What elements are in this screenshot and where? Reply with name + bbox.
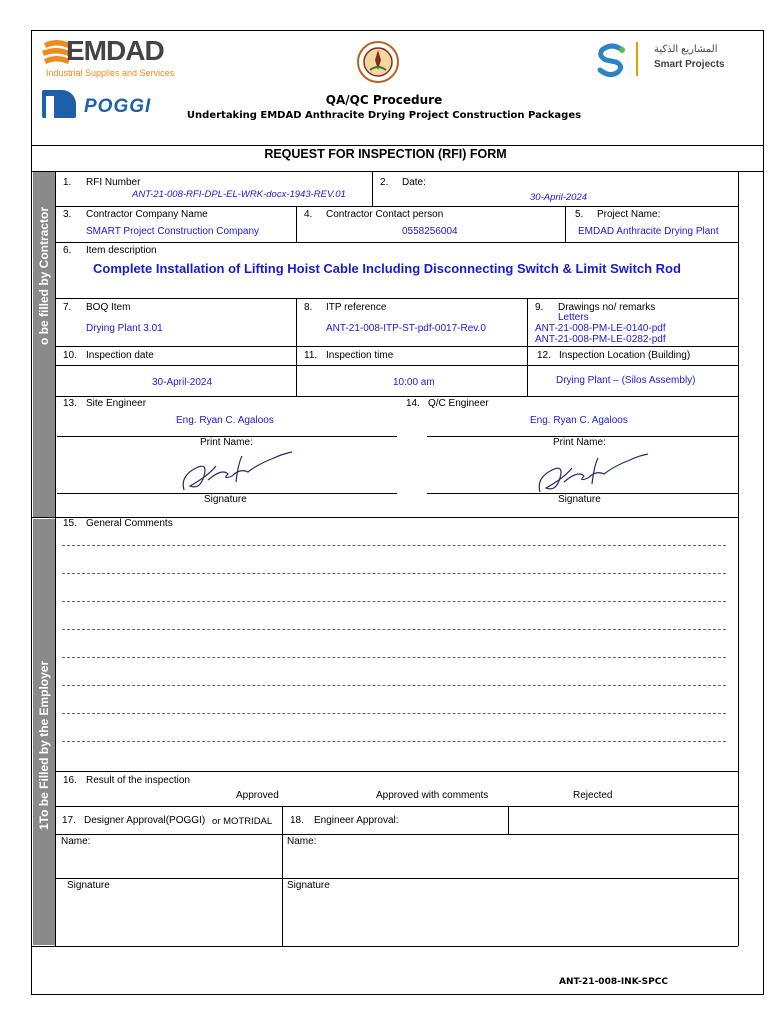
project-name-label: Project Name: (597, 209, 661, 220)
comment-line[interactable] (62, 657, 726, 658)
comment-line[interactable] (62, 601, 726, 602)
item-description-num: 6. (63, 245, 72, 256)
procedure-title: QA/QC Procedure (325, 93, 443, 107)
boq-item-label: BOQ Item (86, 302, 131, 313)
boq-item-value: Drying Plant 3.01 (86, 323, 163, 334)
drawings-value-letters: Letters (558, 312, 589, 323)
boq-item-num: 7. (63, 302, 72, 313)
inspection-location-value: Drying Plant – (Silos Assembly) (556, 375, 696, 386)
project-subtitle: Undertaking EMDAD Anthracite Drying Project Construction Packages (186, 110, 582, 121)
engineer-approval-num: 18. (290, 815, 304, 826)
smart-arabic-name: المشاريع الذكية (654, 44, 718, 55)
rfi-number-value: ANT-21-008-RFI-DPL-EL-WRK-docx-1943-REV.01 (132, 189, 346, 200)
drawings-label: Drawings no/ remarks (558, 302, 656, 313)
smart-logo-icon (594, 42, 630, 78)
item-description-label: Item description (86, 245, 157, 256)
designer-approval-label: Designer Approval(POGGI) (84, 815, 206, 826)
inspection-time-value: 10:00 am (393, 377, 435, 388)
general-comments-label: General Comments (86, 518, 173, 529)
site-engineer-value: Eng. Ryan C. Agaloos (176, 415, 274, 426)
site-engineer-print-name: Print Name: (200, 437, 253, 448)
contractor-company-num: 3. (63, 209, 72, 220)
inspection-time-num: 11. (304, 350, 318, 361)
inspection-location-num: 12. (537, 350, 551, 361)
poggi-name: POGGI (84, 96, 152, 117)
qc-engineer-value: Eng. Ryan C. Agaloos (530, 415, 628, 426)
rfi-number-num: 1. (63, 177, 72, 188)
result-approved-option[interactable]: Approved (236, 790, 279, 801)
drawings-value-1: ANT-21-008-PM-LE-0140-pdf (535, 323, 666, 334)
qc-engineer-signature-label: Signature (558, 494, 601, 505)
date-label: Date: (402, 177, 426, 188)
comment-line[interactable] (62, 741, 726, 742)
contractor-sidebar-label: o be filled by Contractor (37, 206, 51, 345)
ministry-emblem-icon (356, 40, 400, 84)
contact-person-value: 0558256004 (402, 226, 458, 237)
item-description-value: Complete Installation of Lifting Hoist Cable Including Disconnecting Switch & Limit Switch Rod (93, 261, 681, 276)
inspection-date-num: 10. (63, 350, 77, 361)
project-name-value: EMDAD Anthracite Drying Plant (578, 226, 719, 237)
inspection-location-label: Inspection Location (Building) (559, 350, 691, 361)
comment-line[interactable] (62, 713, 726, 714)
result-rejected-option[interactable]: Rejected (573, 790, 613, 801)
qc-engineer-label: Q/C Engineer (428, 398, 489, 409)
designer-approval-num: 17. (62, 815, 76, 826)
drawings-value-2: ANT-21-008-PM-LE-0282-pdf (535, 334, 666, 345)
inspection-date-label: Inspection date (86, 350, 154, 361)
engineer-signature-label: Signature (287, 880, 330, 891)
comment-line[interactable] (62, 685, 726, 686)
itp-reference-label: ITP reference (326, 302, 387, 313)
smart-name: Smart Projects (654, 59, 725, 70)
document-code: ANT-21-008-INK-SPCC (559, 977, 668, 987)
project-name-num: 5. (575, 209, 584, 220)
emdad-tagline: Industrial Supplies and Services (46, 68, 175, 78)
smart-projects-logo (594, 40, 744, 80)
inspection-date-value: 30-April-2024 (152, 377, 213, 388)
designer-approval-or: or MOTRIDAL (212, 816, 273, 827)
designer-signature-label: Signature (67, 880, 110, 891)
comment-line[interactable] (62, 629, 726, 630)
comment-line[interactable] (62, 545, 726, 546)
qc-engineer-print-name: Print Name: (553, 437, 606, 448)
site-engineer-num: 13. (63, 398, 77, 409)
inspection-time-label: Inspection time (326, 350, 394, 361)
general-comments-num: 15. (63, 518, 77, 529)
site-engineer-signature-label: Signature (204, 494, 247, 505)
contractor-company-value: SMART Project Construction Company (86, 226, 260, 237)
inspection-result-label: Result of the inspection (86, 775, 190, 786)
result-approved-with-comments-option[interactable]: Approved with comments (376, 790, 489, 801)
drawings-num: 9. (535, 302, 544, 313)
contact-person-label: Contractor Contact person (326, 209, 444, 220)
rfi-number-label: RFI Number (86, 177, 141, 188)
comment-line[interactable] (62, 573, 726, 574)
contact-person-num: 4. (304, 209, 313, 220)
date-value: 30-April-2024 (530, 192, 588, 203)
page-border (31, 30, 764, 995)
site-engineer-label: Site Engineer (86, 398, 147, 409)
engineer-approval-label: Engineer Approval: (314, 815, 399, 826)
emdad-name: EMDAD (66, 35, 164, 66)
employer-sidebar-label: 1To be Filled by the Employer (37, 660, 51, 830)
itp-reference-value: ANT-21-008-ITP-ST-pdf-0017-Rev.0 (326, 323, 486, 334)
emdad-logo (40, 37, 180, 81)
itp-reference-num: 8. (304, 302, 313, 313)
qc-engineer-num: 14. (406, 398, 420, 409)
designer-name-label: Name: (61, 836, 91, 847)
form-title: REQUEST FOR INSPECTION (RFI) FORM (264, 147, 507, 161)
inspection-result-num: 16. (63, 775, 77, 786)
date-num: 2. (380, 177, 389, 188)
contractor-company-label: Contractor Company Name (86, 209, 208, 220)
engineer-name-label: Name: (287, 836, 317, 847)
